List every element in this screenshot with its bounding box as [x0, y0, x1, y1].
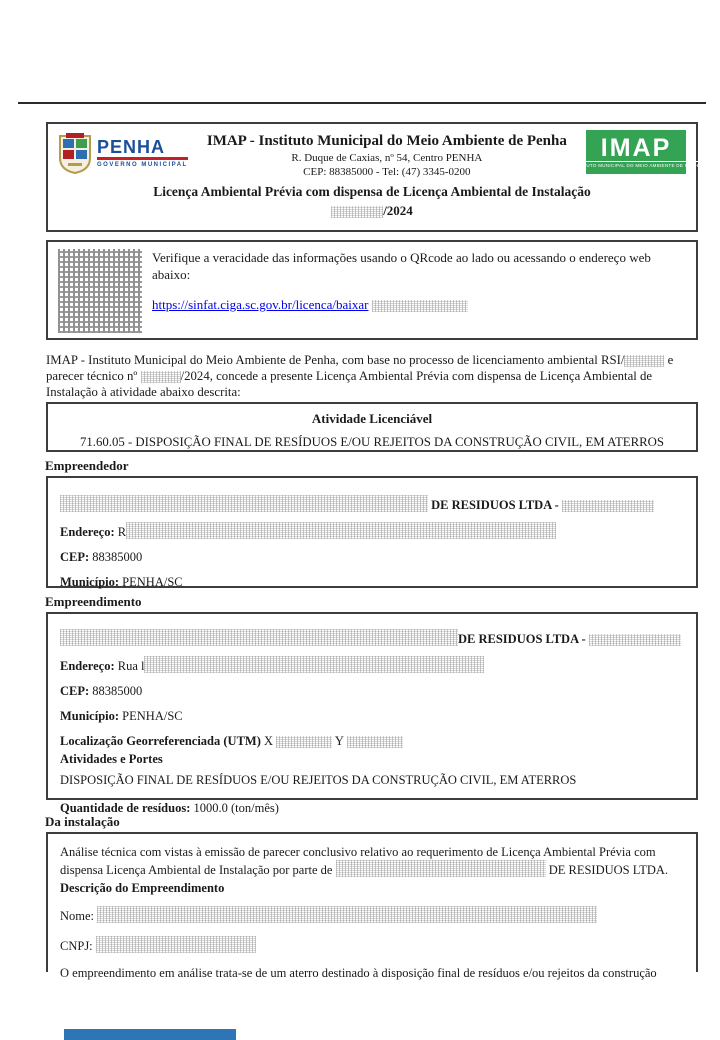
atividade-code: 71.60.05 - DISPOSIÇÃO FINAL DE RESÍDUOS E/OU REJEITOS DA CONSTRUÇÃO CIVIL, EM ATERROS	[79, 435, 665, 449]
org-address-line2: CEP: 88385000 - Tel: (47) 3345-0200	[303, 166, 471, 178]
empreendimento-name-row	[60, 629, 684, 647]
cnpj-label: CNPJ:	[60, 939, 93, 953]
penha-municipal-logo	[58, 132, 188, 174]
redacted-company-suffix	[562, 500, 654, 512]
redacted-company-name	[60, 495, 428, 512]
empreendimento-box	[46, 612, 698, 815]
empreendedor-endereco-row	[60, 522, 684, 540]
empreendimento-cep-row	[60, 683, 684, 699]
quantidade-residuos-row	[60, 800, 684, 816]
company-name-visible: DE RESIDUOS LTDA -	[458, 632, 589, 646]
empreendimento-municipio-row	[60, 708, 684, 724]
redacted-link-suffix	[372, 300, 468, 312]
document-number	[58, 203, 686, 219]
redacted-endereco	[126, 522, 556, 539]
document-title: Licença Ambiental Prévia com dispensa de Licença Ambiental de Instalação	[153, 184, 591, 199]
intro-text-part1: IMAP - Instituto Municipal do Meio Ambiente de Penha, com base no processo de licenciamento ambiental RSI/	[46, 353, 625, 367]
utm-label: Localização Georreferenciada (UTM)	[60, 734, 261, 748]
municipio-label: Município:	[60, 575, 120, 589]
utm-x-label: X	[264, 734, 274, 748]
analise-text-part2: DE RESIDUOS LTDA.	[548, 863, 669, 877]
empreendedor-name-row	[60, 495, 684, 513]
endereco-visible: Rua l	[117, 659, 145, 673]
cep-value: 88385000	[92, 684, 143, 698]
atividade-desc: DISPOSIÇÃO FINAL DE RESÍDUOS E/OU REJEITOS DA CONSTRUÇÃO CIVIL, EM ATERROS	[60, 773, 577, 787]
da-instalacao-heading: Da instalação	[45, 814, 120, 829]
penha-logo-text: PENHA	[97, 137, 166, 157]
bottom-partial-element	[64, 1029, 236, 1040]
utm-y-label: Y	[334, 734, 344, 748]
municipio-value: PENHA/SC	[122, 709, 183, 723]
redacted-nome	[97, 906, 597, 923]
redacted-process-number	[624, 355, 664, 367]
imap-logo-text: IMAP	[600, 134, 672, 162]
redacted-company-name	[336, 860, 546, 877]
quantidade-label: Quantidade de resíduos:	[60, 801, 191, 815]
org-title: IMAP - Instituto Municipal do Meio Ambiente de Penha	[206, 133, 567, 149]
redacted-document-number	[331, 206, 383, 218]
endereco-visible: R	[117, 525, 127, 539]
utm-location-row	[60, 733, 684, 749]
analise-text-part1: Análise técnica com vistas à emissão de parecer conclusivo relativo ao requerimento de Licença Ambiental Prévia com dispensa Licença Ambiental de Instalação por parte de	[60, 845, 656, 877]
company-name-visible: DE RESIDUOS LTDA -	[431, 498, 562, 512]
document-header	[46, 122, 702, 232]
atividade-title: Atividade Licenciável	[311, 411, 433, 426]
redacted-utm-y	[347, 736, 403, 748]
redacted-endereco	[144, 656, 484, 673]
intro-text-part2: e parecer técnico nº	[46, 353, 674, 383]
intro-text-part3: /2024, concede a presente Licença Ambiental Prévia com dispensa de Licença Ambiental de Instalação à atividade abaixo descrita:	[46, 369, 653, 399]
imap-logo	[570, 130, 702, 174]
atividade-licenciavel-box	[46, 402, 698, 452]
top-rule-divider	[18, 102, 706, 104]
analise-paragraph	[60, 844, 684, 878]
redacted-cnpj	[96, 936, 256, 953]
empreendimento-heading: Empreendimento	[45, 594, 142, 609]
da-instalacao-box	[46, 832, 698, 980]
redacted-company-name	[60, 629, 458, 646]
redacted-utm-x	[276, 736, 332, 748]
org-address-line1: R. Duque de Caxias, nº 54, Centro PENHA	[291, 152, 483, 164]
imap-logo-subtitle: INSTITUTO MUNICIPAL DO MEIO AMBIENTE DE PENHA	[570, 163, 702, 168]
empreendimento-endereco-row	[60, 656, 684, 674]
quantidade-value: 1000.0 (ton/mês)	[193, 801, 279, 815]
cnpj-row	[60, 936, 684, 954]
intro-paragraph	[46, 352, 706, 400]
empreendedor-box	[46, 476, 698, 588]
last-line: O empreendimento em análise trata-se de um aterro destinado à disposição final de resíduos e/ou rejeitos da construção	[60, 966, 657, 980]
empreendedor-heading: Empreendedor	[45, 458, 129, 473]
atividades-portes-heading: Atividades e Portes	[60, 752, 163, 766]
license-verification-link[interactable]: https://sinfat.ciga.sc.gov.br/licenca/baixar	[152, 297, 369, 312]
municipio-label: Município:	[60, 709, 120, 723]
qr-verification-box	[46, 240, 698, 340]
document-year: /2024	[383, 203, 413, 218]
penha-coat-of-arms-icon	[58, 132, 92, 174]
endereco-label: Endereço:	[60, 525, 115, 539]
qr-code-icon	[58, 249, 142, 333]
empreendedor-municipio-row	[60, 574, 684, 590]
penha-logo-red-bar	[97, 157, 188, 160]
cep-label: CEP:	[60, 684, 90, 698]
cep-label: CEP:	[60, 550, 90, 564]
penha-logo-subtitle: GOVERNO MUNICIPAL	[97, 162, 188, 168]
nome-label: Nome:	[60, 909, 95, 923]
descricao-heading: Descrição do Empreendimento	[60, 881, 225, 895]
cep-value: 88385000	[92, 550, 143, 564]
empreendedor-cep-row	[60, 549, 684, 565]
municipio-value: PENHA/SC	[122, 575, 183, 589]
nome-row	[60, 906, 684, 924]
redacted-parecer-number	[141, 371, 181, 383]
endereco-label: Endereço:	[60, 659, 115, 673]
qr-instruction-text: Verifique a veracidade das informações usando o QRcode ao lado ou acessando o endereço web abaixo:	[152, 250, 651, 282]
redacted-company-suffix	[589, 634, 681, 646]
